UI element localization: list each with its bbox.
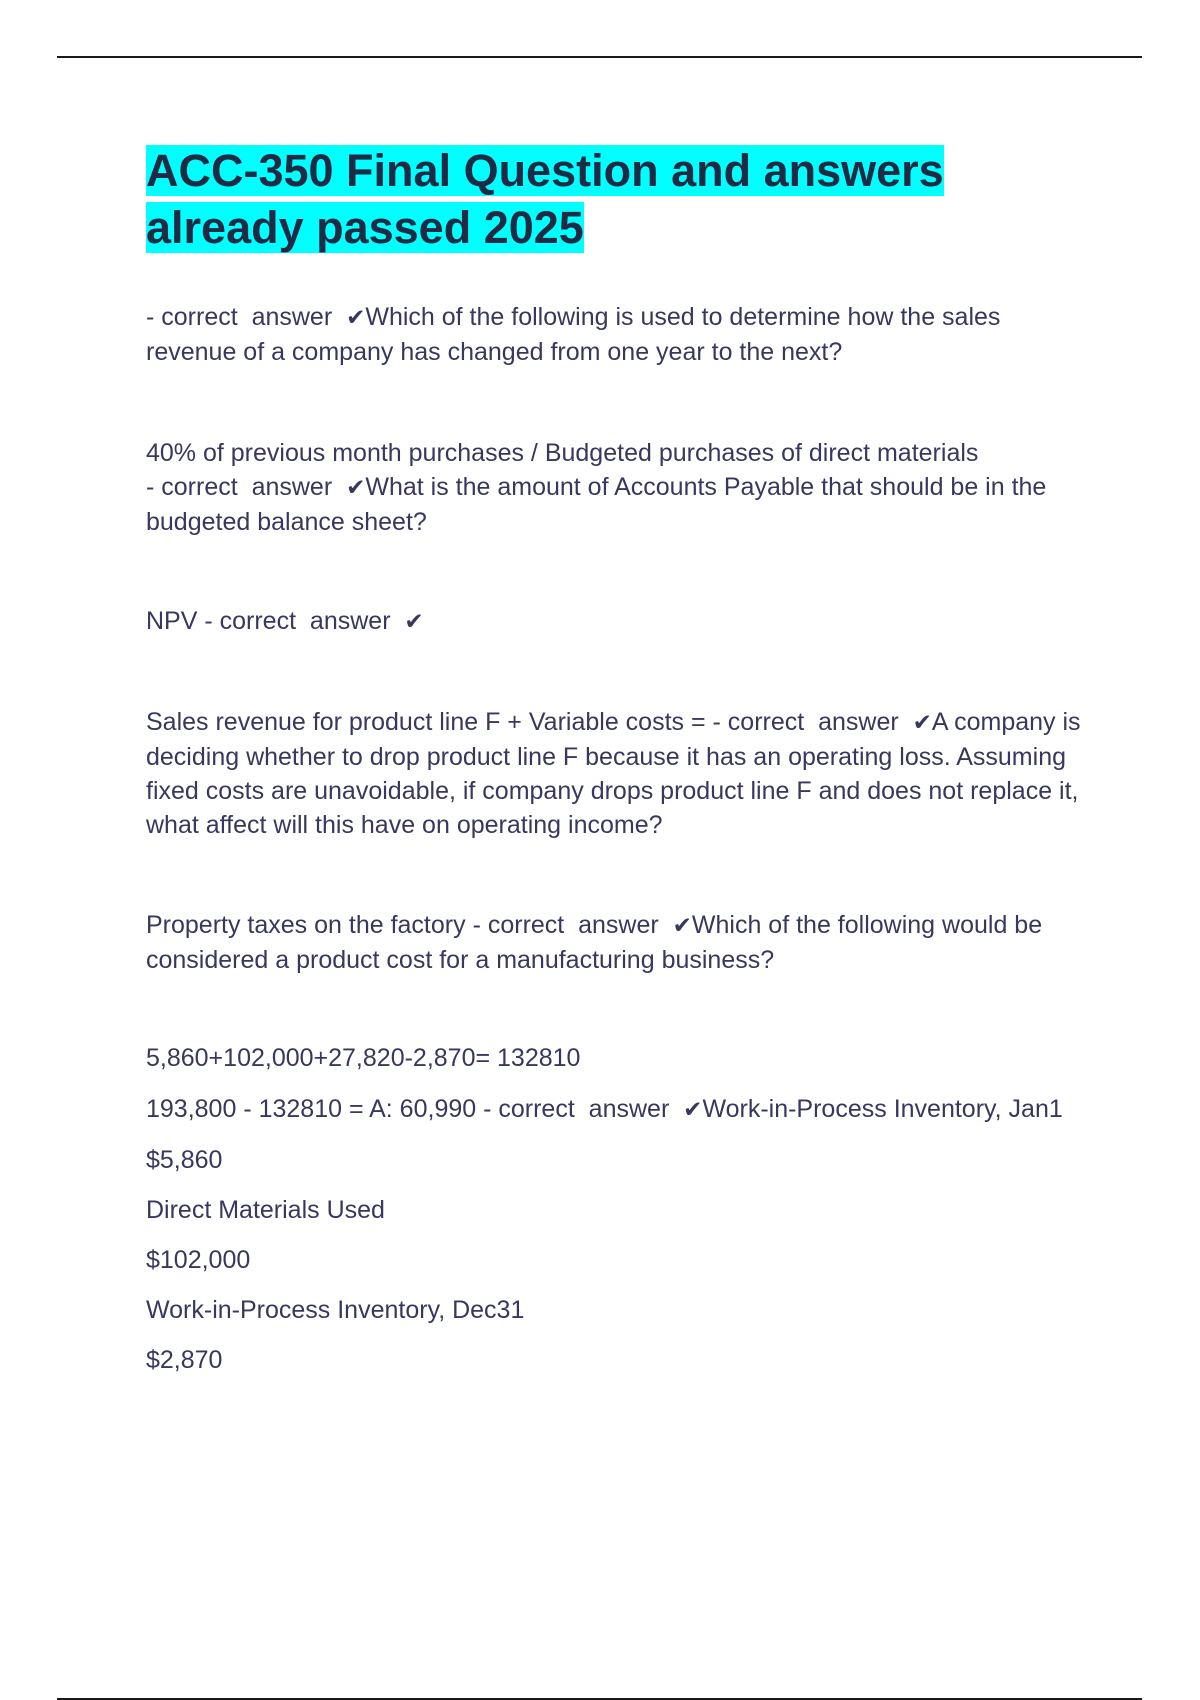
qa-question: What is the amount of Accounts Payable that should be in the budgeted balance sheet? <box>146 473 1047 536</box>
qa-answer: Sales revenue for product line F + Variable costs = <box>146 708 713 736</box>
check-icon: ✔ <box>672 913 692 939</box>
check-icon: ✔ <box>346 475 366 501</box>
qa-answer: 193,800 - 132810 = A: 60,990 <box>146 1095 484 1123</box>
qa-answer: NPV <box>146 607 205 635</box>
qa-question: Which of the following would be considered a product cost for a manufacturing business? <box>146 911 1043 974</box>
qa-item <box>146 604 1096 639</box>
qa-marker: - correct answer <box>472 911 673 939</box>
qa-item <box>146 1092 1096 1127</box>
calc-row: $2,870 <box>146 1346 223 1374</box>
calc-row: Work-in-Process Inventory, Dec31 <box>146 1296 525 1324</box>
check-icon: ✔ <box>912 710 932 736</box>
top-rule <box>57 56 1142 58</box>
title-highlight: ACC-350 Final Question and answers already passed 2025 <box>146 145 944 253</box>
check-icon: ✔ <box>683 1097 703 1123</box>
qa-marker: - correct answer <box>712 708 913 736</box>
calc-row: Direct Materials Used <box>146 1196 385 1224</box>
qa-question: Which of the following is used to determine how the sales revenue of a company has changed from one year to the next? <box>146 303 1001 366</box>
qa-answer: 40% of previous month purchases / Budgeted purchases of direct materials <box>146 439 979 467</box>
qa-item <box>146 436 1096 539</box>
qa-question: A company is deciding whether to drop product line F because it has an operating loss. Assuming fixed costs are unavoidable, if company drops product line F and does not replace it, what affect will this have on operating income? <box>146 708 1081 839</box>
qa-marker: - correct answer <box>204 607 405 635</box>
qa-marker: - correct answer <box>483 1095 684 1123</box>
check-icon: ✔ <box>404 609 424 635</box>
qa-item <box>146 908 1096 977</box>
qa-item <box>146 705 1096 842</box>
check-icon: ✔ <box>346 305 366 331</box>
qa-marker: - correct answer <box>146 473 347 501</box>
qa-question: Work-in-Process Inventory, Jan1 <box>702 1095 1063 1123</box>
calc-line: 5,860+102,000+27,820-2,870= 132810 <box>146 1044 581 1072</box>
calc-row: $102,000 <box>146 1246 251 1274</box>
qa-marker: - correct answer <box>146 303 347 331</box>
qa-item <box>146 300 1096 369</box>
qa-answer: Property taxes on the factory <box>146 911 473 939</box>
document-title <box>146 142 1096 256</box>
document-body <box>146 142 1096 1377</box>
calc-row: $5,860 <box>146 1146 223 1174</box>
